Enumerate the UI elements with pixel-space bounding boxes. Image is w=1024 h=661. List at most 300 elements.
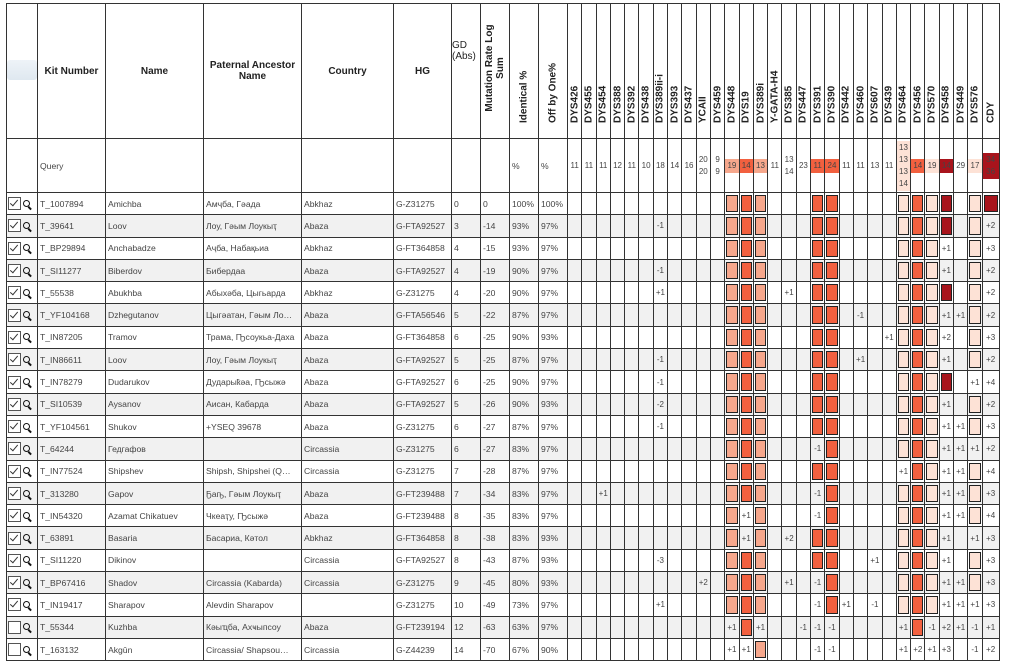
country-cell: Abkhaz xyxy=(302,237,394,259)
table-row[interactable] xyxy=(7,638,1000,660)
table-row[interactable] xyxy=(7,259,1000,281)
row-checkbox[interactable] xyxy=(8,353,21,366)
hg-header[interactable]: HG xyxy=(394,4,452,139)
marker-diff-cell xyxy=(939,304,953,326)
marker-diff-cell xyxy=(954,616,968,638)
marker-diff-cell xyxy=(925,304,939,326)
marker-header-dys385[interactable]: DYS385 xyxy=(782,4,796,139)
marker-diff-cell xyxy=(768,460,782,482)
marker-diff-cell xyxy=(896,393,910,415)
table-row[interactable] xyxy=(7,215,1000,237)
marker-diff-cell xyxy=(696,415,710,437)
row-checkbox[interactable] xyxy=(8,532,21,545)
row-checkbox[interactable] xyxy=(8,197,21,210)
marker-diff-cell xyxy=(925,193,939,215)
kit-number-cell[interactable]: T_BP29894 xyxy=(38,237,106,259)
table-row[interactable] xyxy=(7,527,1000,549)
marker-match-swatch xyxy=(741,418,752,435)
marker-match-swatch xyxy=(826,396,837,413)
magnifier-icon[interactable] xyxy=(23,356,31,364)
marker-diff-cell xyxy=(839,326,853,348)
magnifier-icon[interactable] xyxy=(23,378,31,386)
kit-number-cell[interactable]: T_39641 xyxy=(38,215,106,237)
marker-diff-cell xyxy=(782,460,796,482)
marker-diff-cell xyxy=(954,572,968,594)
table-row[interactable] xyxy=(7,482,1000,504)
marker-header-ycaii[interactable]: YCAII xyxy=(696,4,710,139)
marker-diff-cell xyxy=(710,282,724,304)
marker-diff-cell xyxy=(882,415,896,437)
marker-header-dys460[interactable]: DYS460 xyxy=(853,4,867,139)
marker-diff-cell xyxy=(610,438,624,460)
marker-match-swatch xyxy=(826,418,837,435)
table-row[interactable] xyxy=(7,505,1000,527)
marker-diff-cell xyxy=(868,638,882,660)
table-row[interactable] xyxy=(7,237,1000,259)
marker-match-swatch xyxy=(741,396,752,413)
marker-diff-cell xyxy=(839,415,853,437)
marker-header-dys390[interactable]: DYS390 xyxy=(825,4,839,139)
paternal-ancestor-cell: Аҷба, Набақьиа xyxy=(204,237,302,259)
marker-match-swatch xyxy=(898,596,909,613)
hg-cell: G-Z31275 xyxy=(394,594,452,616)
marker-diff-cell xyxy=(610,594,624,616)
marker-match-swatch xyxy=(755,240,766,257)
marker-header-dys459[interactable]: DYS459 xyxy=(710,4,724,139)
off-by-one-cell: 97% xyxy=(539,237,568,259)
marker-diff-value: +1 xyxy=(727,622,737,632)
hg-cell: G-FTA92527 xyxy=(394,371,452,393)
kit-number-cell[interactable]: T_313280 xyxy=(38,482,106,504)
marker-diff-cell xyxy=(639,259,653,281)
marker-diff-cell xyxy=(782,349,796,371)
row-checkbox[interactable] xyxy=(8,643,21,656)
table-row[interactable] xyxy=(7,193,1000,215)
marker-diff-value: +1 xyxy=(884,332,894,342)
query-country-cell xyxy=(302,139,394,193)
marker-diff-value: +1 xyxy=(898,622,909,632)
marker-diff-cell xyxy=(725,616,739,638)
marker-diff-cell xyxy=(825,460,839,482)
off-by-one-cell: 97% xyxy=(539,259,568,281)
marker-diff-cell xyxy=(796,572,810,594)
marker-diff-cell xyxy=(954,527,968,549)
kit-number-cell[interactable]: T_IN86611 xyxy=(38,349,106,371)
kit-number-cell[interactable]: T_SI11277 xyxy=(38,259,106,281)
marker-diff-cell xyxy=(811,215,825,237)
magnifier-icon[interactable] xyxy=(23,333,31,341)
magnifier-icon[interactable] xyxy=(23,445,31,453)
name-cell: Azamat Chikatuev xyxy=(106,505,204,527)
marker-diff-cell xyxy=(796,616,810,638)
marker-diff-value: +1 xyxy=(941,466,951,476)
country-cell: Abaza xyxy=(302,616,394,638)
marker-header-dys458[interactable]: DYS458 xyxy=(939,4,953,139)
table-row[interactable] xyxy=(7,572,1000,594)
gd-header[interactable]: GD (Abs) xyxy=(452,4,481,139)
marker-diff-cell xyxy=(739,438,753,460)
marker-diff-value: -1 xyxy=(656,377,664,387)
row-checkbox[interactable] xyxy=(8,309,21,322)
magnifier-icon[interactable] xyxy=(23,623,31,631)
row-checkbox[interactable] xyxy=(8,398,21,411)
marker-header-dys393[interactable]: DYS393 xyxy=(668,4,682,139)
marker-diff-cell xyxy=(839,393,853,415)
marker-diff-cell xyxy=(596,505,610,527)
marker-diff-cell xyxy=(639,616,653,638)
table-row[interactable] xyxy=(7,616,1000,638)
kit-number-cell[interactable]: T_SI11220 xyxy=(38,549,106,571)
marker-diff-cell xyxy=(696,393,710,415)
marker-diff-cell xyxy=(982,438,999,460)
marker-diff-cell xyxy=(782,237,796,259)
marker-match-swatch xyxy=(726,329,737,346)
table-row[interactable] xyxy=(7,549,1000,571)
marker-header-dys464[interactable]: DYS464 xyxy=(896,4,910,139)
kit-number-cell[interactable]: T_YF104168 xyxy=(38,304,106,326)
kit-number-cell[interactable]: T_YF104561 xyxy=(38,415,106,437)
kit-number-cell[interactable]: T_SI10539 xyxy=(38,393,106,415)
marker-diff-cell xyxy=(911,549,925,571)
marker-diff-cell xyxy=(925,259,939,281)
marker-diff-value: +2 xyxy=(986,288,996,298)
marker-diff-cell xyxy=(682,237,696,259)
table-row[interactable] xyxy=(7,371,1000,393)
marker-diff-value: +3 xyxy=(986,489,996,498)
marker-diff-cell xyxy=(753,259,767,281)
marker-header-dys426[interactable]: DYS426 xyxy=(568,4,582,139)
marker-header-dys449[interactable]: DYS449 xyxy=(954,4,968,139)
marker-diff-cell xyxy=(653,237,667,259)
paternal-ancestor-cell: Circassia (Kabarda) xyxy=(204,572,302,594)
marker-diff-cell xyxy=(668,237,682,259)
identical-cell: 90% xyxy=(510,393,539,415)
marker-diff-cell xyxy=(853,393,867,415)
marker-match-swatch xyxy=(912,195,923,212)
table-row[interactable] xyxy=(7,304,1000,326)
marker-diff-cell xyxy=(696,616,710,638)
row-checkbox[interactable] xyxy=(8,576,21,589)
marker-match-swatch xyxy=(969,574,980,591)
table-row[interactable] xyxy=(7,393,1000,415)
marker-diff-cell xyxy=(796,259,810,281)
marker-diff-cell xyxy=(782,638,796,660)
marker-header-dys455[interactable]: DYS455 xyxy=(582,4,596,139)
marker-diff-cell xyxy=(568,326,582,348)
table-row[interactable] xyxy=(7,349,1000,371)
marker-diff-cell xyxy=(982,616,999,638)
marker-match-swatch xyxy=(926,351,937,368)
marker-diff-cell xyxy=(939,282,953,304)
magnifier-icon[interactable] xyxy=(23,534,31,542)
marker-match-swatch xyxy=(826,217,837,234)
marker-diff-cell xyxy=(839,527,853,549)
kit-number-cell[interactable]: T_55538 xyxy=(38,282,106,304)
magnifier-icon[interactable] xyxy=(23,646,31,654)
query-marker-value: 13 13 13 14 xyxy=(896,139,910,193)
magnifier-icon[interactable] xyxy=(23,267,31,275)
kit-number-cell[interactable]: T_IN19417 xyxy=(38,594,106,616)
marker-diff-cell xyxy=(939,572,953,594)
magnifier-icon[interactable] xyxy=(23,601,31,609)
kit-number-cell[interactable]: T_IN77524 xyxy=(38,460,106,482)
name-cell: Sharapov xyxy=(106,594,204,616)
marker-diff-cell xyxy=(610,371,624,393)
name-cell: Dudarukov xyxy=(106,371,204,393)
marker-diff-cell xyxy=(582,616,596,638)
row-checkbox[interactable] xyxy=(8,331,21,344)
marker-diff-cell xyxy=(725,482,739,504)
marker-header-dys391[interactable]: DYS391 xyxy=(811,4,825,139)
magnifier-icon[interactable] xyxy=(23,423,31,431)
marker-header-dys439[interactable]: DYS439 xyxy=(882,4,896,139)
marker-diff-cell xyxy=(982,349,999,371)
table-row[interactable] xyxy=(7,326,1000,348)
marker-diff-cell xyxy=(954,460,968,482)
marker-diff-cell xyxy=(882,572,896,594)
off-by-one-cell: 97% xyxy=(539,460,568,482)
marker-match-swatch xyxy=(926,529,937,546)
marker-diff-cell xyxy=(610,193,624,215)
table-row[interactable] xyxy=(7,415,1000,437)
row-checkbox[interactable] xyxy=(8,487,21,500)
marker-header-dys447[interactable]: DYS447 xyxy=(796,4,810,139)
row-checkbox[interactable] xyxy=(8,219,21,232)
paternal-ancestor-header[interactable]: Paternal Ancestor Name xyxy=(204,4,302,139)
marker-diff-cell xyxy=(596,527,610,549)
kit-number-cell[interactable]: T_163132 xyxy=(38,638,106,660)
marker-diff-cell xyxy=(668,505,682,527)
marker-diff-cell xyxy=(639,304,653,326)
kit-number-cell[interactable]: T_1007894 xyxy=(38,193,106,215)
kit-number-cell[interactable]: T_IN87205 xyxy=(38,326,106,348)
marker-diff-cell xyxy=(868,304,882,326)
marker-diff-cell xyxy=(710,371,724,393)
marker-diff-value: +3 xyxy=(941,645,951,655)
row-checkbox[interactable] xyxy=(8,465,21,478)
row-checkbox[interactable] xyxy=(8,242,21,255)
mutation-rate-header[interactable]: Mutation Rate Log Sum xyxy=(481,4,510,139)
marker-diff-cell xyxy=(710,527,724,549)
kit-number-cell[interactable]: T_IN78279 xyxy=(38,371,106,393)
marker-match-swatch xyxy=(826,485,837,502)
marker-diff-cell xyxy=(610,304,624,326)
marker-header-dys576[interactable]: DYS576 xyxy=(968,4,982,139)
marker-diff-cell xyxy=(925,527,939,549)
kit-number-cell[interactable]: T_BP67416 xyxy=(38,572,106,594)
row-checkbox[interactable] xyxy=(8,420,21,433)
magnifier-icon[interactable] xyxy=(23,512,31,520)
marker-header-dys607[interactable]: DYS607 xyxy=(868,4,882,139)
marker-header-dys19[interactable]: DYS19 xyxy=(739,4,753,139)
marker-diff-cell xyxy=(753,193,767,215)
magnifier-icon[interactable] xyxy=(23,289,31,297)
query-mutation-cell xyxy=(481,139,510,193)
magnifier-icon[interactable] xyxy=(23,579,31,587)
marker-diff-cell xyxy=(839,482,853,504)
marker-match-swatch xyxy=(826,373,837,390)
marker-diff-cell xyxy=(610,349,624,371)
row-checkbox[interactable] xyxy=(8,376,21,389)
marker-diff-cell xyxy=(796,460,810,482)
marker-diff-cell xyxy=(568,282,582,304)
identical-cell: 83% xyxy=(510,505,539,527)
marker-header-dys392[interactable]: DYS392 xyxy=(625,4,639,139)
hg-cell: G-Z31275 xyxy=(394,193,452,215)
marker-diff-cell xyxy=(882,215,896,237)
magnifier-icon[interactable] xyxy=(23,400,31,408)
gd-cell: 7 xyxy=(452,460,481,482)
query-marker-value: 14 xyxy=(668,139,682,193)
marker-diff-cell xyxy=(668,215,682,237)
marker-diff-cell xyxy=(868,193,882,215)
marker-diff-cell xyxy=(925,215,939,237)
marker-diff-cell xyxy=(725,549,739,571)
marker-diff-cell xyxy=(596,393,610,415)
gd-cell: 4 xyxy=(452,259,481,281)
kit-number-header[interactable]: Kit Number xyxy=(38,4,106,139)
row-actions xyxy=(7,326,38,348)
marker-header-dys442[interactable]: DYS442 xyxy=(839,4,853,139)
marker-diff-value: +1 xyxy=(970,600,980,610)
marker-header-dys389i[interactable]: DYS389i xyxy=(753,4,767,139)
identical-cell: 87% xyxy=(510,304,539,326)
marker-diff-cell xyxy=(653,415,667,437)
marker-diff-cell xyxy=(825,237,839,259)
marker-diff-cell xyxy=(653,371,667,393)
off-by-one-cell: 93% xyxy=(539,572,568,594)
gd-cell: 6 xyxy=(452,415,481,437)
marker-diff-cell xyxy=(939,415,953,437)
marker-diff-cell xyxy=(668,415,682,437)
marker-diff-cell xyxy=(668,259,682,281)
marker-diff-cell xyxy=(668,572,682,594)
marker-header-dys389ii-i[interactable]: DYS389ii-i xyxy=(653,4,667,139)
identical-cell: 93% xyxy=(510,237,539,259)
table-row[interactable] xyxy=(7,460,1000,482)
magnifier-icon[interactable] xyxy=(23,556,31,564)
marker-diff-cell xyxy=(582,460,596,482)
marker-header-dys388[interactable]: DYS388 xyxy=(610,4,624,139)
table-row[interactable] xyxy=(7,282,1000,304)
marker-diff-cell xyxy=(925,326,939,348)
marker-diff-value: +4 xyxy=(986,511,996,521)
marker-diff-value: -1 xyxy=(656,221,664,231)
name-cell: Basaria xyxy=(106,527,204,549)
identical-header[interactable]: Identical % xyxy=(510,4,539,139)
name-header[interactable]: Name xyxy=(106,4,204,139)
mutation-rate-cell: -25 xyxy=(481,349,510,371)
country-cell: Abaza xyxy=(302,482,394,504)
row-checkbox[interactable] xyxy=(8,509,21,522)
marker-match-swatch xyxy=(969,306,980,323)
magnifier-icon[interactable] xyxy=(23,222,31,230)
magnifier-icon[interactable] xyxy=(23,244,31,252)
marker-diff-cell xyxy=(925,549,939,571)
country-cell: Abkhaz xyxy=(302,282,394,304)
marker-diff-cell xyxy=(639,393,653,415)
marker-diff-cell xyxy=(982,594,999,616)
country-header[interactable]: Country xyxy=(302,4,394,139)
marker-diff-cell xyxy=(868,371,882,393)
marker-diff-cell xyxy=(625,193,639,215)
marker-header-y-gata-h4[interactable]: Y-GATA-H4 xyxy=(768,4,782,139)
marker-diff-value: +1 xyxy=(941,444,951,454)
hg-cell: G-Z31275 xyxy=(394,460,452,482)
row-checkbox[interactable] xyxy=(8,442,21,455)
marker-header-cdy[interactable]: CDY xyxy=(982,4,999,139)
marker-diff-cell xyxy=(568,349,582,371)
marker-header-dys437[interactable]: DYS437 xyxy=(682,4,696,139)
marker-diff-value: +1 xyxy=(898,645,909,655)
marker-header-dys454[interactable]: DYS454 xyxy=(596,4,610,139)
marker-diff-cell xyxy=(796,505,810,527)
marker-diff-cell xyxy=(682,549,696,571)
name-cell: Shukov xyxy=(106,415,204,437)
mutation-rate-cell: -22 xyxy=(481,304,510,326)
query-marker-value: 19 xyxy=(725,139,739,193)
marker-diff-cell xyxy=(596,638,610,660)
row-checkbox[interactable] xyxy=(8,264,21,277)
marker-diff-cell xyxy=(896,438,910,460)
marker-diff-cell xyxy=(668,616,682,638)
marker-diff-cell xyxy=(768,549,782,571)
row-checkbox[interactable] xyxy=(8,286,21,299)
marker-diff-cell xyxy=(911,594,925,616)
marker-match-swatch xyxy=(941,373,952,390)
magnifier-icon[interactable] xyxy=(23,467,31,475)
name-cell: Gapov xyxy=(106,482,204,504)
kit-number-cell[interactable]: T_55344 xyxy=(38,616,106,638)
kit-number-cell[interactable]: T_IN54320 xyxy=(38,505,106,527)
marker-diff-cell xyxy=(582,193,596,215)
marker-diff-cell xyxy=(982,259,999,281)
marker-header-dys448[interactable]: DYS448 xyxy=(725,4,739,139)
paternal-ancestor-cell: Чкеаҭу, Ҧсыжә xyxy=(204,505,302,527)
kit-number-cell[interactable]: T_64244 xyxy=(38,438,106,460)
marker-diff-cell xyxy=(853,438,867,460)
off-by-one-cell: 93% xyxy=(539,549,568,571)
row-checkbox[interactable] xyxy=(8,598,21,611)
magnifier-icon[interactable] xyxy=(23,311,31,319)
marker-diff-cell xyxy=(768,349,782,371)
table-row[interactable] xyxy=(7,594,1000,616)
marker-diff-cell xyxy=(925,349,939,371)
marker-diff-cell xyxy=(896,460,910,482)
row-checkbox[interactable] xyxy=(8,554,21,567)
marker-diff-cell xyxy=(582,572,596,594)
marker-diff-cell xyxy=(982,304,999,326)
marker-diff-cell xyxy=(796,393,810,415)
marker-header-dys438[interactable]: DYS438 xyxy=(639,4,653,139)
marker-diff-cell xyxy=(911,438,925,460)
magnifier-icon[interactable] xyxy=(23,490,31,498)
marker-diff-cell xyxy=(882,482,896,504)
kit-number-cell[interactable]: T_63891 xyxy=(38,527,106,549)
marker-diff-cell xyxy=(982,371,999,393)
marker-header-dys570[interactable]: DYS570 xyxy=(925,4,939,139)
table-row[interactable] xyxy=(7,438,1000,460)
marker-header-dys456[interactable]: DYS456 xyxy=(911,4,925,139)
marker-diff-cell xyxy=(653,349,667,371)
query-offbyone: % xyxy=(539,139,568,193)
off-by-one-header[interactable]: Off by One% xyxy=(539,4,568,139)
name-cell: Biberdov xyxy=(106,259,204,281)
magnifier-icon[interactable] xyxy=(23,200,31,208)
marker-diff-cell xyxy=(811,393,825,415)
marker-diff-cell xyxy=(668,594,682,616)
marker-diff-value: -1 xyxy=(814,600,822,610)
